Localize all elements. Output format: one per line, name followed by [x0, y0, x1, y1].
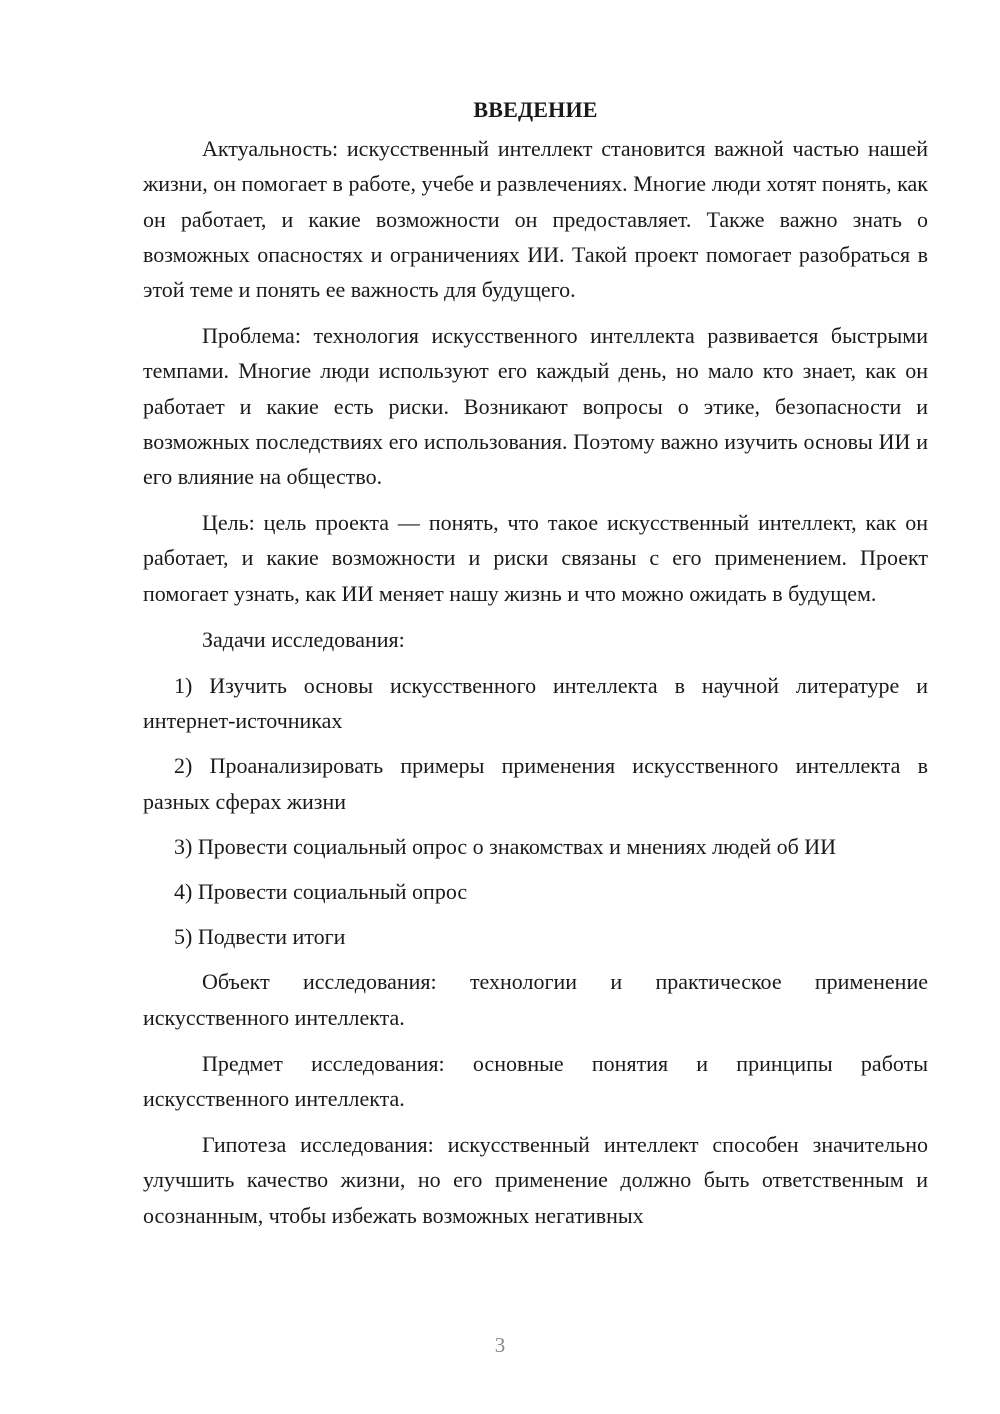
object-paragraph: Объект исследования: технологии и практическое применение искусственного интеллекта.: [143, 969, 928, 1030]
page-number: 3: [494, 1333, 506, 1357]
goal-paragraph: Цель: цель проекта — понять, что такое искусственный интеллект, как он работает, и какие возможности и риски связаны с его применением. Проект помогает узнать, как ИИ меняет нашу жизнь и что можно ожидать в будущем.: [143, 510, 928, 606]
subject-paragraph: Предмет исследования: основные понятия и принципы работы искусственного интеллекта.: [143, 1050, 928, 1112]
task-item-4: 4) Провести социальный опрос: [174, 879, 468, 905]
relevance-paragraph: Актуальность: искусственный интеллект становится важной частью нашей жизни, он помогает в работе, учебе и развлечениях. Многие люди хотят понять, как он работает, и какие возможности он предоставляет. Также важно знать о возможных опасностях и ограничениях ИИ. Такой проект помогает разобраться в этой теме и понять ее важность для будущего.: [143, 136, 928, 303]
task-item-2: 2) Проанализировать примеры применения искусственного интеллекта в разных сферах жизни: [143, 753, 928, 814]
tasks-heading: Задачи исследования:: [202, 626, 405, 652]
task-item-3: 3) Провести социальный опрос о знакомствах и мнениях людей об ИИ: [174, 833, 837, 859]
problem-paragraph: Проблема: технология искусственного интеллекта развивается быстрыми темпами. Многие люди используют его каждый день, но мало кто знает, как он работает и какие есть риски. Возникают вопросы о этике, безопасности и возможных последствиях его использования. Поэтому важно изучить основы ИИ и его влияние на общество.: [143, 323, 928, 490]
section-title: ВВЕДЕНИЕ: [473, 97, 598, 122]
task-item-5: 5) Подвести итоги: [174, 924, 346, 950]
task-item-1: 1) Изучить основы искусственного интеллекта в научной литературе и интернет-источниках: [143, 673, 928, 734]
document-page: [143, 92, 928, 1244]
hypothesis-paragraph: Гипотеза исследования: искусственный интеллект способен значительно улучшить качество жизни, но его применение должно быть ответственным и осознанным, чтобы избежать возможных негативных: [143, 1132, 928, 1228]
